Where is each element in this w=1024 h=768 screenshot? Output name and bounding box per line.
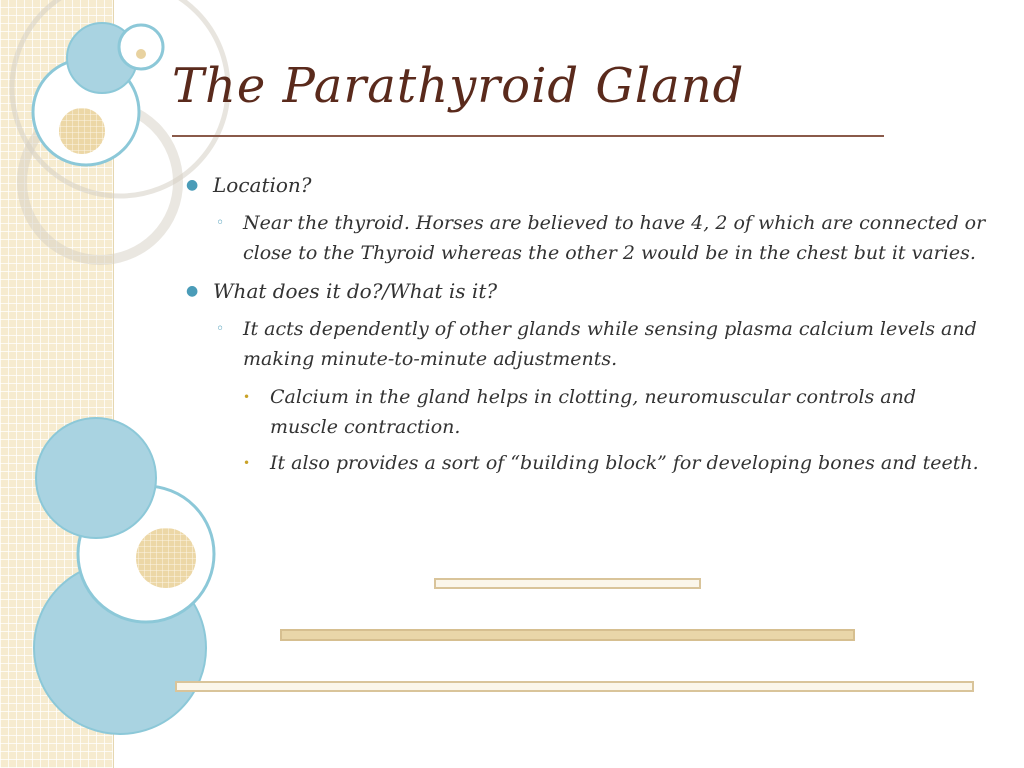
bullet-item <box>186 170 986 200</box>
decorative-bar-bottom <box>175 681 974 692</box>
title-underline <box>172 135 884 137</box>
sub-sub-bullet-item <box>243 382 986 442</box>
sub-bullet-item <box>216 208 986 268</box>
small-white-circle <box>119 25 163 69</box>
ring-bullet-icon: ◦ <box>216 215 225 231</box>
sub-bullet-item <box>216 314 986 374</box>
bullet-text: Location? <box>213 173 312 197</box>
decorative-bar-middle <box>280 629 855 641</box>
slide-title: The Parathyroid Gland <box>172 58 745 114</box>
beige-dot-circle-bottom <box>136 528 196 588</box>
bullet-icon: ● <box>186 283 199 299</box>
ring-bullet-icon: ◦ <box>216 321 225 337</box>
bullet-text: Near the thyroid. Horses are believed to have 4, 2 of which are connected or close to the Thyroid whereas the other 2 would be in the chest but it varies. <box>243 212 986 264</box>
beige-dot-circle <box>59 108 105 154</box>
bullet-list <box>186 170 986 484</box>
blue-circle-middle <box>36 418 156 538</box>
bullet-icon: ● <box>186 177 199 193</box>
bullet-item <box>186 276 986 306</box>
tiny-beige-dot <box>136 49 146 59</box>
sub-sub-bullet-item <box>243 448 986 478</box>
decorative-bar-top <box>434 578 701 589</box>
small-dot-bullet-icon: • <box>243 456 251 470</box>
bullet-text: What does it do?/What is it? <box>213 279 498 303</box>
bullet-text: Calcium in the gland helps in clotting, neuromuscular controls and muscle contraction. <box>270 386 917 438</box>
small-dot-bullet-icon: • <box>243 390 251 404</box>
bullet-text: It also provides a sort of “building block” for developing bones and teeth. <box>270 452 979 474</box>
bullet-text: It acts dependently of other glands while sensing plasma calcium levels and making minute-to-minute adjustments. <box>243 318 977 370</box>
